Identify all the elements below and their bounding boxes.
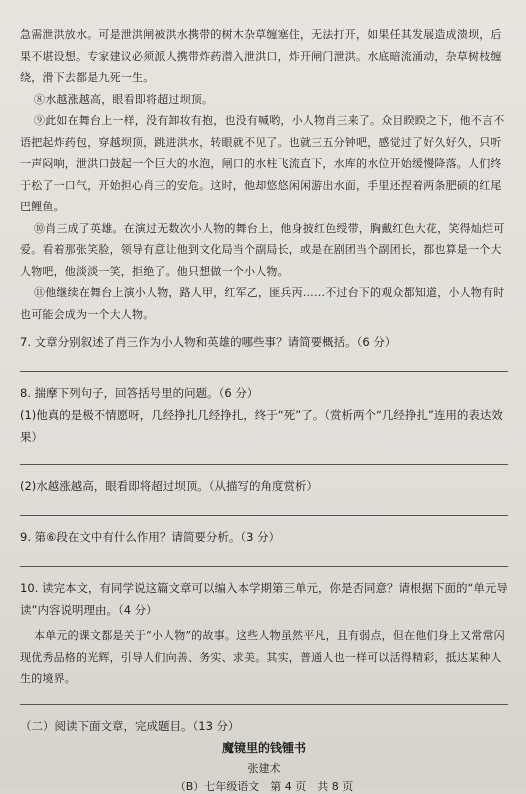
passage-paragraph-8: ⑧水越涨越高，眼看即将超过坝顶。	[34, 92, 214, 106]
question-10: 10. 读完本文，有同学说这篇文章可以编入本学期第三单元，你是否同意？请根据下面的“单元导读”内容说明理由。（4 分）	[20, 581, 508, 617]
section-2-heading: （二）阅读下面文章，完成题目。（13 分）	[20, 718, 240, 733]
question-8-1: (1)他真的是极不情愿呀，几经挣扎几经挣扎，终于“死”了。（赏析两个“几经挣扎”连用的表达效果）	[20, 408, 503, 444]
question-7: 7. 文章分别叙述了肖三作为小人物和英雄的哪些事？请简要概括。（6 分）	[20, 335, 397, 349]
answer-line[interactable]	[20, 515, 508, 516]
passage-paragraph-10: ⑩肖三成了英雄。在演过无数次小人物的舞台上，他身披红色绶带，胸戴红色大花，笑得灿烂可爱。看着那张笑脸，领导有意让他到文化局当个副局长，或是在剧团当个副团长，都也算是一个大人物吧，他淡淡一笑，拒绝了。他只想做一个小人物。	[20, 221, 505, 278]
answer-line[interactable]	[20, 371, 508, 372]
question-9: 9. 第⑥段在文中有什么作用？请简要分析。（3 分）	[20, 530, 281, 544]
question-8-2: (2)水越涨越高，眼看即将超过坝顶。（从描写的角度赏析）	[20, 479, 319, 493]
page-footer: （B）七年级语文 第 4 页 共 8 页	[174, 779, 354, 793]
answer-line[interactable]	[20, 704, 508, 705]
passage-paragraph-top: 急需泄洪放水。可是泄洪闸被洪水携带的树木杂草缠塞住，无法打开，如果任其发展造成溃坝，后果不堪设想。专家建议必须派人携带炸药潜入泄洪口，炸开闸门泄洪。水底暗流涌动，杂草树枝缠绕，滑下去都是九死一生。	[20, 28, 502, 84]
passage-paragraph-9: ⑨此如在舞台上一样，没有卸妆有抱，也没有喊哟，小人物肖三来了。众目睽睽之下，他不言不语把起炸药包，穿越坝顶，跳进洪水，转眼就不见了。也就三五分钟吧，感觉过了好久好久，只听一声闷响，泄洪口鼓起一个巨大的水泡，闸口的水柱飞流直下，水库的水位开始缓慢降落。人们终于松了一口气，开始担心肖三的安危。这时，他却悠悠闲闲游出水面，手里还捏着两条肥硕的红尾巴鲤鱼。	[20, 114, 505, 213]
question-8: 8. 揣摩下列句子，回答括号里的问题。（6 分）	[20, 386, 259, 400]
answer-line[interactable]	[20, 464, 508, 465]
passage-paragraph-11: ⑪他继续在舞台上演小人物，路人甲，红军乙，匪兵丙……不过台下的观众都知道，小人物有时也可能会成为一个大人物。	[20, 286, 505, 321]
answer-line[interactable]	[20, 566, 508, 567]
article-title: 魔镜里的钱锺书	[221, 740, 306, 755]
article-author: 张建术	[247, 761, 281, 775]
unit-guide-quote: 本单元的课文都是关于“小人物”的故事。这些人物虽然平凡，且有弱点，但在他们身上又常常闪现优秀品格的光辉，引导人们向善、务实、求美。其实，普通人也一样可以活得精彩，抵达某种人生的境界。	[20, 629, 505, 685]
